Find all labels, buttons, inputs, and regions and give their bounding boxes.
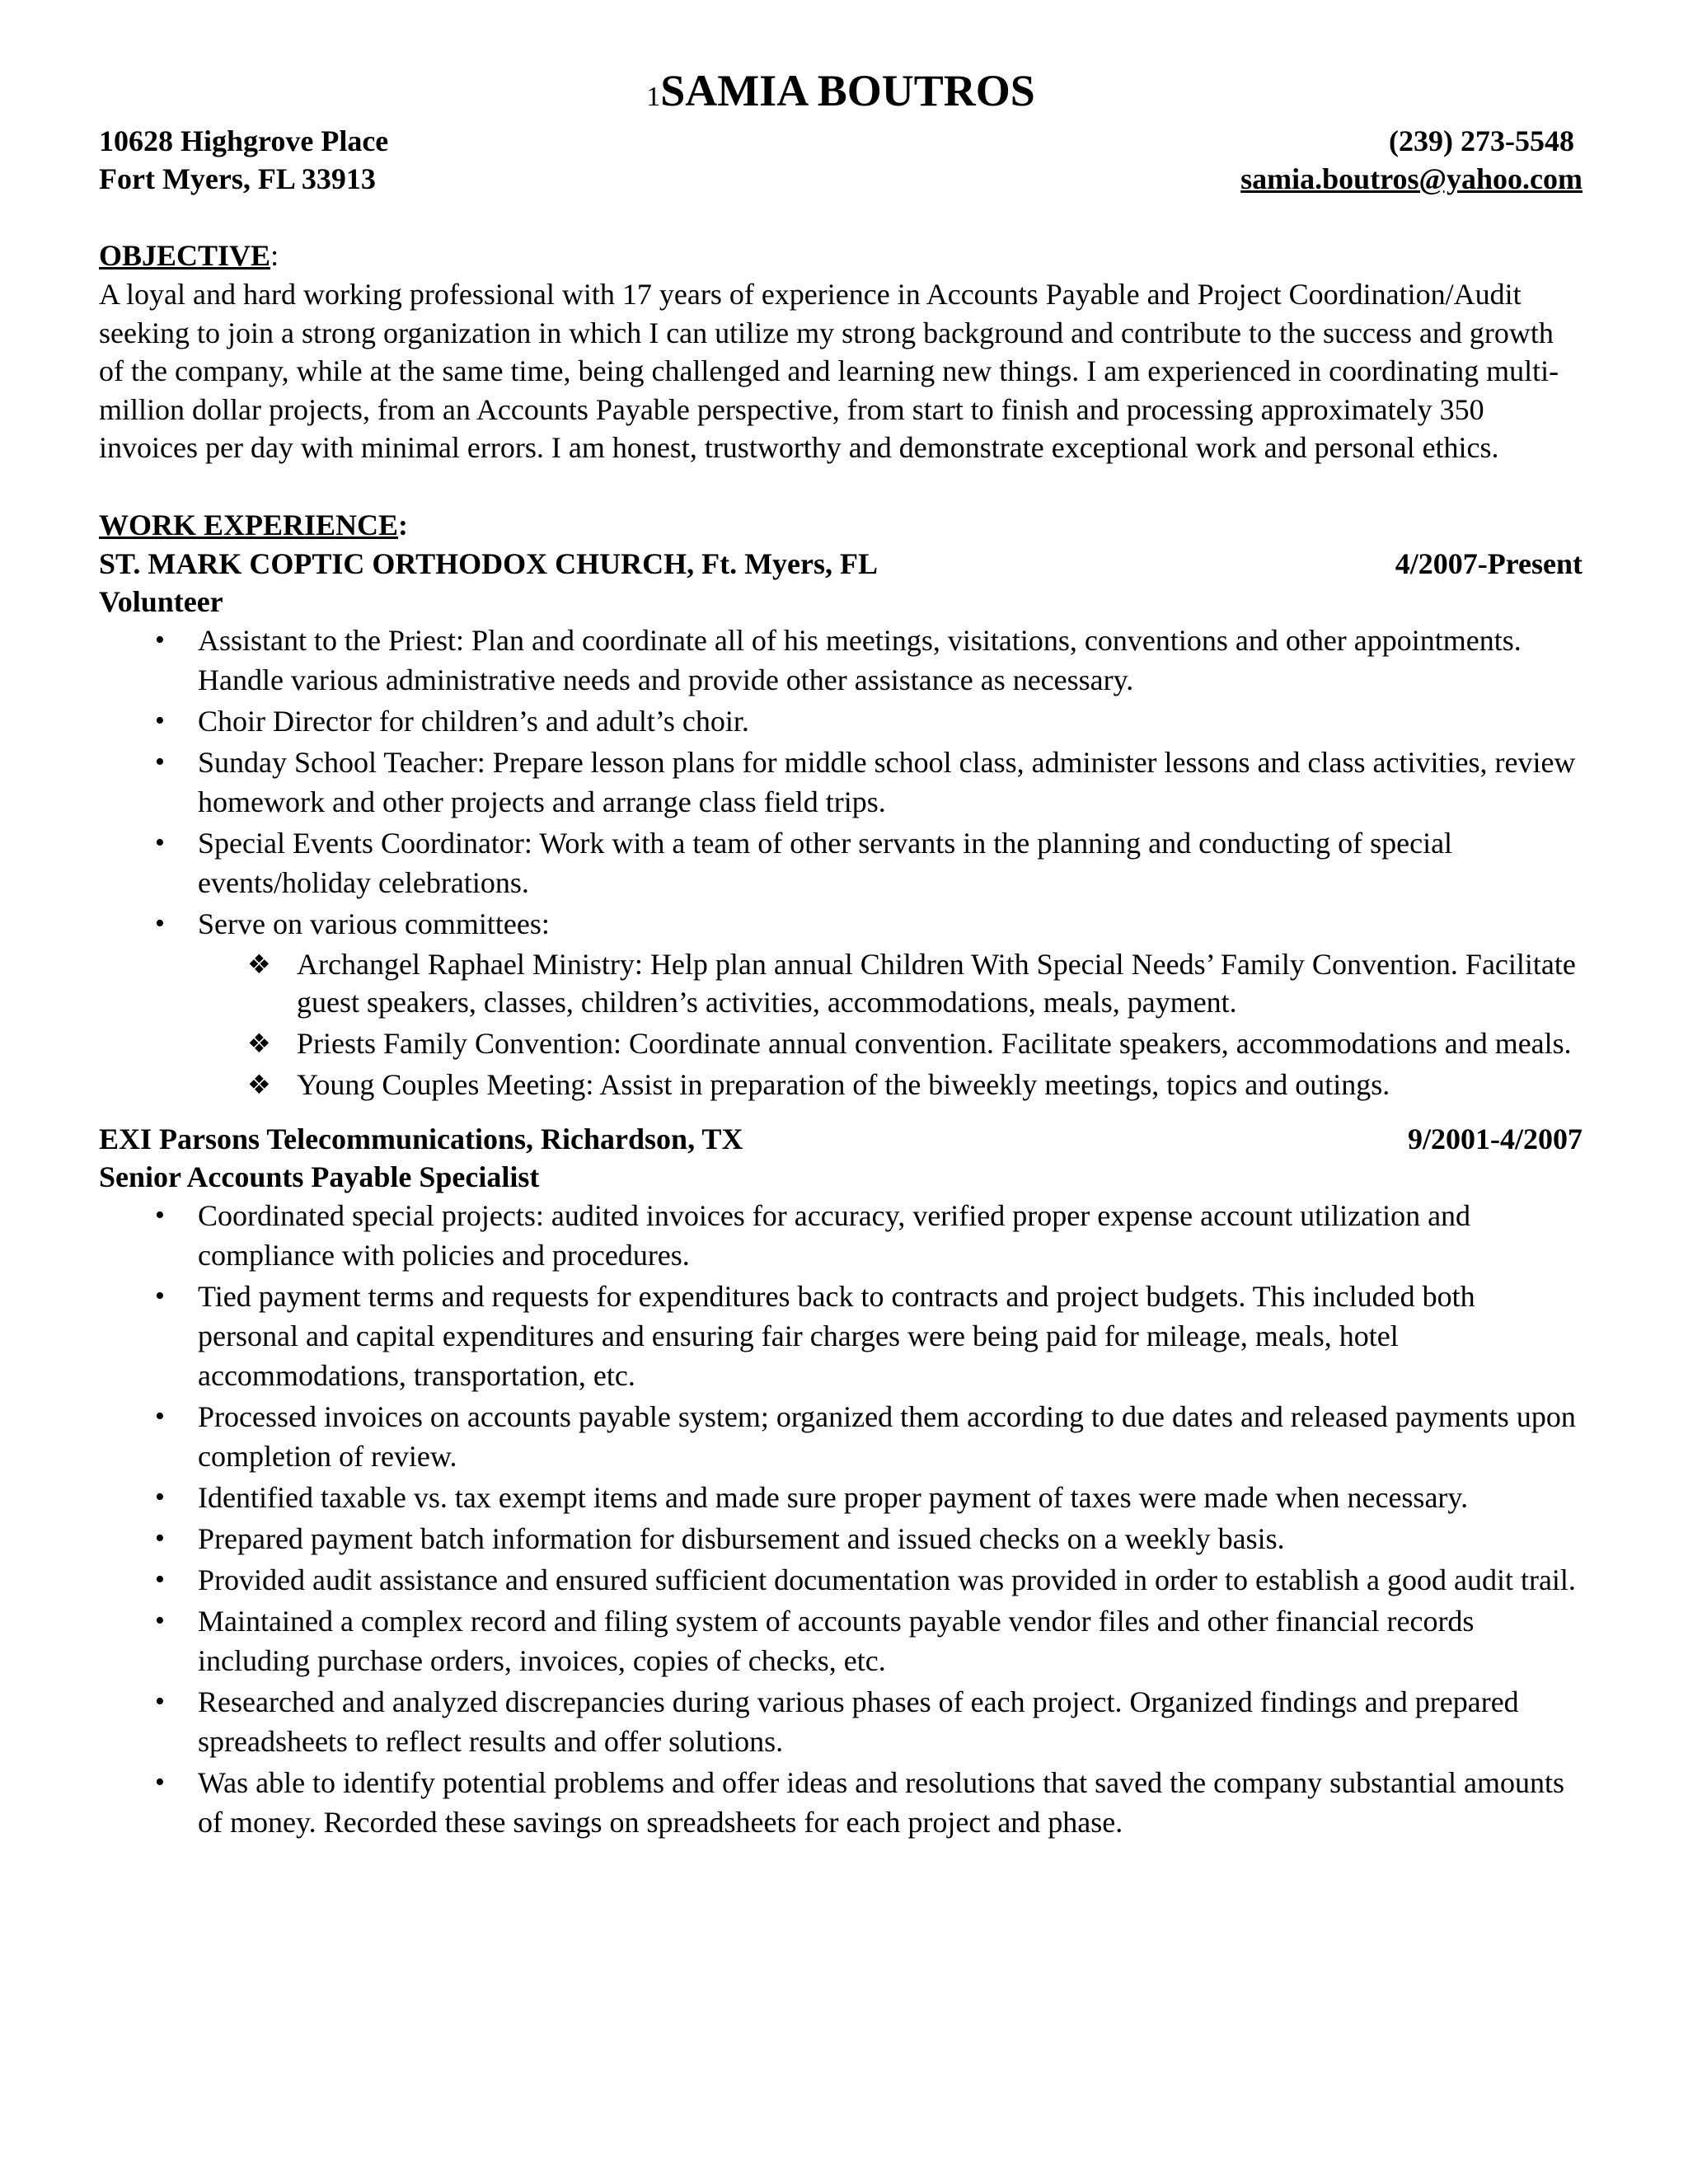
- job-bullet-list: [99, 621, 1582, 944]
- objective-heading-text: OBJECTIVE: [99, 239, 271, 272]
- bullet-text: Researched and analyzed discrepancies during various phases of each project. Organized findings and prepared spreadsheets to reflect results and offer solutions.: [198, 1685, 1519, 1758]
- bullet-icon: •: [155, 907, 165, 939]
- committee-item: [99, 1066, 1582, 1104]
- job-bullet: [99, 823, 1582, 902]
- resume-page: [99, 59, 1582, 1844]
- bullet-text: Prepared payment batch information for disbursement and issued checks on a weekly basis.: [198, 1521, 1285, 1555]
- job-bullet: [99, 743, 1582, 822]
- job-bullet: [99, 1560, 1582, 1600]
- job-bullet: [99, 1196, 1582, 1275]
- diamond-bullet-icon: ❖: [247, 1028, 271, 1058]
- email-link[interactable]: samia.boutros@yahoo.com: [1240, 162, 1582, 195]
- work-heading-text: WORK EXPERIENCE: [99, 508, 399, 541]
- bullet-text: Serve on various committees:: [198, 907, 550, 940]
- bullet-icon: •: [155, 1199, 165, 1230]
- job-bullet: [99, 701, 1582, 741]
- job-bullet-list: [99, 1196, 1582, 1842]
- bullet-icon: •: [155, 827, 165, 858]
- job-bullet: [99, 1763, 1582, 1842]
- bullet-text: Sunday School Teacher: Prepare lesson plans for middle school class, administer lessons and class activities, review homework and other projects and arrange class field trips.: [198, 745, 1576, 818]
- job-bullet: [99, 1601, 1582, 1680]
- bullet-icon: •: [155, 1563, 165, 1595]
- job-bullet: [99, 904, 1582, 944]
- committee-item: [99, 1024, 1582, 1062]
- bullet-icon: •: [155, 1766, 165, 1797]
- job-entry: [99, 545, 1582, 1104]
- bullet-icon: •: [155, 1400, 165, 1432]
- committee-text: Priests Family Convention: Coordinate annual convention. Facilitate speakers, accommodations and meals.: [297, 1026, 1572, 1060]
- objective-colon: :: [270, 239, 279, 272]
- committee-text: Archangel Raphael Ministry: Help plan annual Children With Special Needs’ Family Convention. Facilitate guest speakers, classes, children’s activities, accommodations, meals, payment.: [297, 947, 1576, 1019]
- work-heading: [99, 505, 1582, 545]
- bullet-icon: •: [155, 1685, 165, 1717]
- bullet-icon: •: [155, 1280, 165, 1311]
- resume-name: [99, 59, 1582, 122]
- bullet-icon: •: [155, 1522, 165, 1554]
- bullet-icon: •: [155, 746, 165, 777]
- job-header: [99, 1120, 1582, 1158]
- bullet-icon: •: [155, 705, 165, 736]
- address-line-2: Fort Myers, FL 33913: [99, 162, 376, 195]
- diamond-bullet-icon: ❖: [247, 1069, 271, 1099]
- bullet-text: Coordinated special projects: audited invoices for accuracy, verified proper expense account utilization and compliance with policies and procedures.: [198, 1198, 1471, 1272]
- name-prefix: 1: [646, 82, 661, 112]
- committee-item: [99, 945, 1582, 1021]
- job-employer: EXI Parsons Telecommunications, Richardson, TX: [99, 1122, 743, 1155]
- address-line-1: 10628 Highgrove Place: [99, 124, 389, 157]
- job-dates: 4/2007-Present: [1395, 546, 1582, 580]
- job-bullet: [99, 1682, 1582, 1761]
- committee-text: Young Couples Meeting: Assist in preparation of the biweekly meetings, topics and outings.: [297, 1067, 1390, 1101]
- committee-list: [99, 945, 1582, 1104]
- job-dates: 9/2001-4/2007: [1408, 1122, 1582, 1155]
- name-text: SAMIA BOUTROS: [660, 66, 1035, 115]
- bullet-text: Choir Director for children’s and adult’s choir.: [198, 704, 749, 738]
- job-title: Volunteer: [99, 584, 223, 618]
- bullet-text: Assistant to the Priest: Plan and coordinate all of his meetings, visitations, conventions and other appointments. Handle various administrative needs and provide other assistance as necessary.: [198, 623, 1522, 696]
- job-bullet: [99, 1277, 1582, 1395]
- phone-number: (239) 273-5548: [1389, 124, 1574, 157]
- job-bullet: [99, 1519, 1582, 1558]
- bullet-text: Was able to identify potential problems and offer ideas and resolutions that saved the company substantial amounts of money. Recorded these savings on spreadsheets for each project and phase.: [198, 1765, 1565, 1839]
- objective-heading: [99, 236, 1582, 275]
- job-bullet: [99, 1478, 1582, 1517]
- bullet-text: Maintained a complex record and filing system of accounts payable vendor files and other financial records including purchase orders, invoices, copies of checks, etc.: [198, 1604, 1475, 1677]
- job-bullet: [99, 1397, 1582, 1476]
- bullet-icon: •: [155, 1481, 165, 1512]
- job-header: [99, 545, 1582, 583]
- bullet-text: Tied payment terms and requests for expenditures back to contracts and project budgets. This included both personal and capital expenditures and ensuring fair charges were being paid for mileage, meals, hotel accommodations, transportation, etc.: [198, 1279, 1475, 1392]
- bullet-icon: •: [155, 1605, 165, 1636]
- bullet-icon: •: [155, 624, 165, 655]
- diamond-bullet-icon: ❖: [247, 949, 271, 979]
- bullet-text: Provided audit assistance and ensured sufficient documentation was provided in order to establish a good audit trail.: [198, 1563, 1576, 1596]
- objective-text: A loyal and hard working professional with 17 years of experience in Accounts Payable and Project Coordination/Audit seeking to join a strong organization in which I can utilize my strong background and contribute to the success and growth of the company, while at the same time, being challenged and learning new things. I am experienced in coordinating multi-million dollar projects, from an Accounts Payable perspective, from start to finish and processing approximately 350 invoices per day with minimal errors. I am honest, trustworthy and demonstrate exceptional work and personal ethics.: [99, 278, 1559, 464]
- job-entry: [99, 1120, 1582, 1842]
- bullet-text: Identified taxable vs. tax exempt items and made sure proper payment of taxes were made when necessary.: [198, 1480, 1469, 1514]
- job-bullet: [99, 621, 1582, 700]
- work-colon: :: [398, 508, 409, 541]
- contact-row-1: [99, 122, 1582, 160]
- bullet-text: Processed invoices on accounts payable system; organized them according to due dates and released payments upon completion of review.: [198, 1399, 1576, 1473]
- contact-row-2: [99, 160, 1582, 198]
- job-employer: ST. MARK COPTIC ORTHODOX CHURCH, Ft. Myers, FL: [99, 546, 879, 580]
- job-title: Senior Accounts Payable Specialist: [99, 1160, 540, 1193]
- bullet-text: Special Events Coordinator: Work with a team of other servants in the planning and conducting of special events/holiday celebrations.: [198, 826, 1453, 899]
